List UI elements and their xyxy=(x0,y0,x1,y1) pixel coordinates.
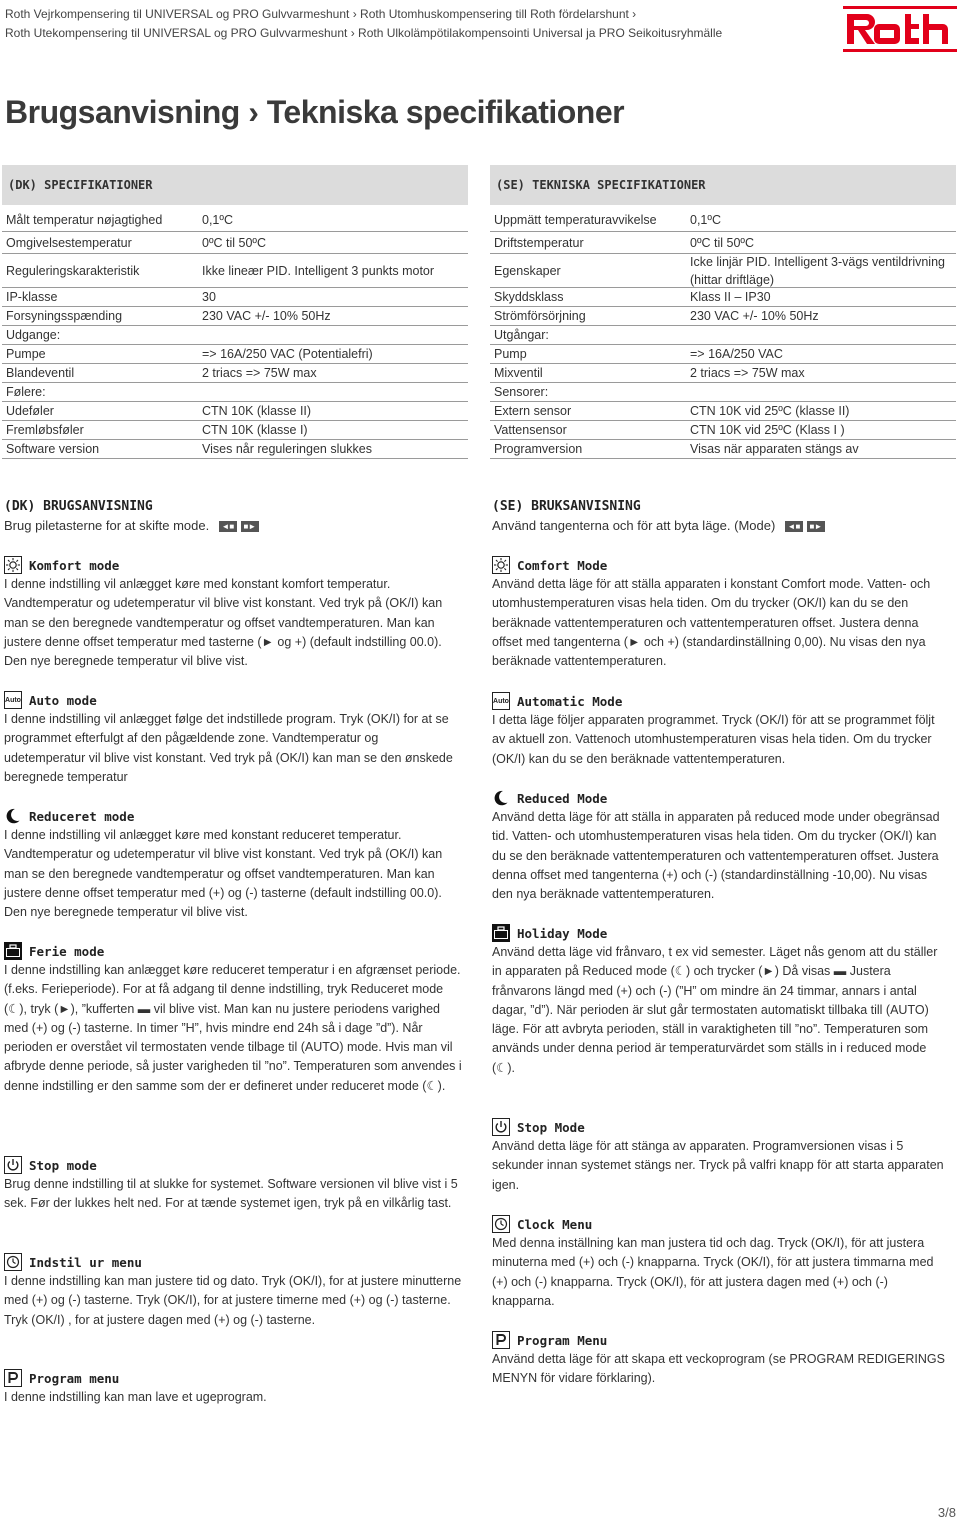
mode-section xyxy=(492,555,950,671)
spec-key: Pump xyxy=(494,347,527,361)
spec-key: IP-klasse xyxy=(6,290,58,304)
moon-icon xyxy=(492,789,510,807)
spec-value: 230 VAC +/- 10% 50Hz xyxy=(202,309,331,323)
moon-icon xyxy=(4,807,22,825)
mode-section xyxy=(492,923,950,1078)
mode-heading xyxy=(4,1368,462,1388)
spec-row xyxy=(2,288,468,307)
spec-value: 30 xyxy=(202,290,216,304)
spec-row xyxy=(2,209,468,232)
mode-heading xyxy=(492,923,950,943)
dk-instructions-header xyxy=(4,498,466,535)
spec-key: Programversion xyxy=(494,442,583,456)
mode-description: I denne indstilling vil anlægget køre med konstant komfort temperatur. Vandtemperatur og udetemperatur vil blive vist konstant. Ved tryk på (OK/I) kan man se den beregnede vandtemperatur og offset vandtemperaturen. Man kan justere denne offset temperatur med tasterne (► og +) (default indstilling 00.0). Den nye beregnede temperatur vil blive vist. xyxy=(4,577,443,669)
spec-key: Målt temperatur nøjagtighed xyxy=(6,213,163,227)
breadcrumb-line-2[interactable]: Roth Utekompensering til UNIVERSAL og PRO Gulvvarmeshunt › Roth Ulkolämpötilakompensointi Universal ja PRO Seikoitusryhmälle xyxy=(5,26,723,40)
mode-title: Reduceret mode xyxy=(29,808,135,824)
spec-value: 0,1ºC xyxy=(202,213,233,227)
auto-icon: Auto xyxy=(4,691,22,709)
mode-description: Använd detta läge för att ställa in apparaten på reduced mode under obegränsad tid. Vatten- och utomhustemperaturen visas hela tiden. Om du trycker (OK/I) kan du se den beräknade vattentemperaturen och vattentemperaturen offset. Justera denna offset med tangenterna (+) och (-) (standardinställning -10,00). Nu visas den nya beräknade vattentemperaturen. xyxy=(492,810,940,902)
mode-description: I denne indstilling kan man justere tid og dato. Tryk (OK/I), for at justere minutterne med (+) og (-) tasterne. Tryk (OK/I), for at justere timerne med (+) og (-) tasterne. Tryk (OK/I) , for at justere dagen med (+) og (-) tasterne. xyxy=(4,1274,462,1327)
spec-row xyxy=(490,345,956,364)
mode-description: I denne indstilling kan man lave et ugeprogram. xyxy=(4,1390,267,1404)
spec-row xyxy=(2,307,468,326)
spec-value: CTN 10K vid 25ºC (klasse II) xyxy=(690,404,850,418)
spec-value: Vises når reguleringen slukkes xyxy=(202,442,373,456)
spec-row xyxy=(490,383,956,402)
mode-title: Indstil ur menu xyxy=(29,1254,142,1270)
mode-heading xyxy=(4,1155,462,1175)
page-number: 3/8 xyxy=(937,1505,956,1520)
spec-value: Klass II – IP30 xyxy=(690,290,771,304)
se-instructions-heading: (SE) BRUKSANVISNING xyxy=(492,499,641,514)
mode-title: Reduced Mode xyxy=(517,790,608,806)
mode-description: Använd detta läge för att skapa ett veckoprogram (se PROGRAM REDIGERINGS MENYN för vidare förklaring). xyxy=(492,1352,945,1386)
roth-logo xyxy=(843,6,957,52)
mode-section xyxy=(492,1214,950,1311)
spec-value: Icke linjär PID. Intelligent 3-vägs ventildrivning (hittar driftläge) xyxy=(690,254,945,287)
se-spec-table xyxy=(490,165,956,459)
spec-value: CTN 10K (klasse I) xyxy=(202,423,308,437)
mode-heading xyxy=(4,555,462,575)
spec-value: 2 triacs => 75W max xyxy=(202,366,317,380)
mode-description: I denne indstilling vil anlægget følge det indstillede program. Tryk (OK/I) for at se programmet efterfulgt af den pågældende zone. Vandtemperatur og udetemperatur vil blive vist konstant. Ved tryk på (OK/I) kan man se den ønskede beregnede temperatur xyxy=(4,712,453,784)
dk-spec-table xyxy=(2,165,468,459)
spec-key: Mixventil xyxy=(494,366,543,380)
mode-description: I denne indstilling kan anlægget køre reduceret temperatur i en afgrænset periode. (f.eks. Ferieperiode). For at få adgang til denne indstilling, tryk Reduceret mode (☾), tryk (►), ”kufferten ▬ vil blive vist. Man kan nu justere periodens varighed med (+) og (-) tasterne. In timer ”H”, hvis mindre end 24h så i dage ”d”). Når perioden er overstået vil termostaten vende tilbage til (AUTO) mode. Hvis man vil afbryde denne periode, så juster varigheden til ”no”. Temperaturen som anvendes i denne indstilling er den samme som der er defineret under reduceret mode (☾). xyxy=(4,963,462,1093)
spec-row xyxy=(2,364,468,383)
spec-row xyxy=(2,440,468,459)
spec-row xyxy=(490,232,956,254)
spec-value xyxy=(690,383,956,401)
mode-section xyxy=(4,1155,462,1214)
spec-row xyxy=(2,326,468,345)
spec-value xyxy=(202,326,468,344)
dk-spec-heading: (DK) SPECIFIKATIONER xyxy=(2,165,468,205)
mode-title: Program menu xyxy=(29,1370,120,1386)
spec-key: Forsyningsspænding xyxy=(6,309,123,323)
mode-heading xyxy=(4,690,462,710)
mode-section xyxy=(492,691,950,769)
breadcrumb-line-1[interactable]: Roth Vejrkompensering til UNIVERSAL og PRO Gulvvarmeshunt › Roth Utomhuskompensering till Roth fördelarshunt › xyxy=(5,7,637,21)
se-instructions-header xyxy=(492,498,954,535)
mode-section xyxy=(4,1368,462,1407)
dk-instructions-heading: (DK) BRUGSANVISNING xyxy=(4,499,153,514)
spec-value: => 16A/250 VAC (Potentialefri) xyxy=(202,347,373,361)
spec-value: CTN 10K (klasse II) xyxy=(202,404,312,418)
spec-row xyxy=(2,383,468,402)
spec-key: Driftstemperatur xyxy=(494,235,584,250)
spec-row xyxy=(2,345,468,364)
spec-row xyxy=(490,326,956,345)
spec-row xyxy=(2,421,468,440)
breadcrumb xyxy=(5,5,825,43)
spec-row xyxy=(2,254,468,288)
spec-value xyxy=(202,383,468,401)
mode-description: Använd detta läge för att stänga av apparaten. Programversionen visas i 5 sekunder innan systemet stängs ner. Tryck på valfri knapp för att starta apparaten igen. xyxy=(492,1139,944,1192)
mode-section xyxy=(4,1252,462,1330)
spec-key: Egenskaper xyxy=(494,263,561,278)
spec-key: Udeføler xyxy=(6,404,54,418)
sun-icon xyxy=(4,556,22,574)
mode-heading xyxy=(492,788,950,808)
spec-value: => 16A/250 VAC xyxy=(690,347,783,361)
arrow-right-icon: ■► xyxy=(807,521,825,532)
spec-key: Følere: xyxy=(6,385,46,399)
mode-section xyxy=(4,690,462,787)
arrow-left-icon: ◄■ xyxy=(219,521,237,532)
spec-key: Pumpe xyxy=(6,347,46,361)
mode-description: Använd detta läge vid frånvaro, t ex vid semester. Läget nås genom att du ställer in apparaten på Reduced mode (☾) och trycker (►) Då visas ▬ Justera frånvarons längd med (+) och (-) (”H” om mindre än 24 timmar, annars i antal dagar, ”d”). När perioden är slut går termostaten automatiskt tillbaka till (AUTO) läge. För att avbryta perioden, ställ in varaktigheten till ”no”. Temperaturen som används under denna period är temperaturvärdet som ställs in i reduced mode (☾). xyxy=(492,945,938,1075)
se-spec-heading: (SE) TEKNISKA SPECIFIKATIONER xyxy=(490,165,956,205)
mode-section xyxy=(4,806,462,922)
mode-heading xyxy=(4,941,462,961)
mode-heading xyxy=(492,1117,950,1137)
spec-value: 230 VAC +/- 10% 50Hz xyxy=(690,309,819,323)
spec-value: 0ºC til 50ºC xyxy=(202,235,267,250)
mode-heading xyxy=(4,806,462,826)
clock-icon xyxy=(492,1215,510,1233)
mode-title: Automatic Mode xyxy=(517,693,623,709)
mode-section xyxy=(4,941,462,1096)
spec-row xyxy=(2,232,468,254)
arrow-keys xyxy=(785,521,825,532)
spec-row xyxy=(490,307,956,326)
spec-key: Blandeventil xyxy=(6,366,75,380)
mode-description: Med denna inställning kan man justera tid och dag. Tryck (OK/I), för att justera minuterna med (+) och (-) knapparna. Tryck (OK/I), för att justera timmarna med (+) och (-) knapparna. Tryck (OK/I), för att justera dagen med (+) och (-) knapparna. xyxy=(492,1236,934,1308)
mode-description: Brug denne indstilling til at slukke for systemet. Software versionen vil blive vist i 5 sek. Før der lukkes helt ned. For at tænde systemet igen, tryk på en vilkårlig tast. xyxy=(4,1177,458,1211)
spec-row xyxy=(490,364,956,383)
spec-key: Reguleringskarakteristik xyxy=(6,263,140,278)
spec-row xyxy=(490,254,956,288)
spec-key: Sensorer: xyxy=(494,385,549,399)
mode-section xyxy=(492,788,950,904)
spec-key: Extern sensor xyxy=(494,404,572,418)
mode-section xyxy=(492,1330,950,1389)
dk-lead xyxy=(4,516,466,535)
spec-value xyxy=(690,326,956,344)
spec-value: 2 triacs => 75W max xyxy=(690,366,805,380)
spec-row xyxy=(490,440,956,459)
mode-heading xyxy=(492,1214,950,1234)
mode-title: Clock Menu xyxy=(517,1216,593,1232)
mode-heading xyxy=(492,1330,950,1350)
sun-icon xyxy=(492,556,510,574)
arrow-left-icon: ◄■ xyxy=(785,521,803,532)
mode-description: I denne indstilling vil anlægget køre med konstant reduceret temperatur. Vandtemperatur og udetemperatur vil blive vist konstant. Ved tryk på (OK/I) kan man se den beregnede vandtemperatur og offset vandtemperaturen. Man kan justere denne offset temperatur med (+) og (-) tasterne (default indstilling 00.0). Den nye beregnede temperatur vil blive vist. xyxy=(4,828,443,920)
clock-icon xyxy=(4,1253,22,1271)
power-icon xyxy=(4,1156,22,1174)
mode-title: Holiday Mode xyxy=(517,925,608,941)
spec-key: Strömförsörjning xyxy=(494,309,586,323)
mode-title: Stop mode xyxy=(29,1157,97,1173)
auto-icon: Auto xyxy=(492,692,510,710)
mode-heading xyxy=(492,691,950,711)
se-lead xyxy=(492,516,954,535)
spec-row xyxy=(490,288,956,307)
dk-lead-text: Brug piletasterne for at skifte mode. xyxy=(4,518,210,533)
spec-key: Fremløbsføler xyxy=(6,423,84,437)
spec-key: Omgivelsestemperatur xyxy=(6,235,132,250)
spec-value: 0ºC til 50ºC xyxy=(690,235,755,250)
se-lead-text: Använd tangenterna och för att byta läge. (Mode) xyxy=(492,518,776,533)
arrow-right-icon: ■► xyxy=(241,521,259,532)
mode-heading xyxy=(4,1252,462,1272)
mode-heading xyxy=(492,555,950,575)
program-icon xyxy=(4,1369,22,1387)
spec-value: Visas när apparaten stängs av xyxy=(690,442,859,456)
mode-description: Använd detta läge för att ställa apparaten i konstant Comfort mode. Vatten- och utomhustemperaturen visas hela tiden. Om du trycker (OK/I) kan du se den beräknade vattentemperaturen och vattentemperaturen offset. Justera denna offset med tangenterna (► och +) (standardinställning 0,00). Nu visas den nya beräknade vattentemperaturen. xyxy=(492,577,931,669)
suitcase-icon xyxy=(492,924,510,942)
spec-key: Utgångar: xyxy=(494,328,549,342)
spec-value: CTN 10K vid 25ºC (Klass I ) xyxy=(690,423,845,437)
spec-key: Software version xyxy=(6,442,100,456)
power-icon xyxy=(492,1118,510,1136)
mode-title: Ferie mode xyxy=(29,943,105,959)
mode-description: I detta läge följer apparaten programmet. Tryck (OK/I) för att se programmet följt av aktuell zon. Vattenoch utomhustemperaturen visas hela tiden. Om du trycker (OK/I) kan du se den beräknade vattentemperaturen. xyxy=(492,713,935,766)
spec-key: Skyddsklass xyxy=(494,290,564,304)
spec-row xyxy=(490,402,956,421)
spec-key: Udgange: xyxy=(6,328,61,342)
arrow-keys xyxy=(219,521,259,532)
program-icon xyxy=(492,1331,510,1349)
mode-title: Comfort Mode xyxy=(517,557,608,573)
mode-title: Program Menu xyxy=(517,1332,608,1348)
spec-key: Uppmätt temperaturavvikelse xyxy=(494,213,657,227)
spec-row xyxy=(490,421,956,440)
suitcase-icon xyxy=(4,942,22,960)
spec-value: 0,1ºC xyxy=(690,213,721,227)
mode-title: Komfort mode xyxy=(29,557,120,573)
spec-row xyxy=(2,402,468,421)
mode-section xyxy=(492,1117,950,1195)
mode-section xyxy=(4,555,462,671)
spec-value: Ikke lineær PID. Intelligent 3 punkts motor xyxy=(202,263,435,278)
spec-key: Vattensensor xyxy=(494,423,567,437)
mode-title: Stop Mode xyxy=(517,1119,585,1135)
spec-row xyxy=(490,209,956,232)
page-title: Brugsanvisning › Tekniska specifikationer xyxy=(5,94,625,130)
mode-title: Auto mode xyxy=(29,692,97,708)
